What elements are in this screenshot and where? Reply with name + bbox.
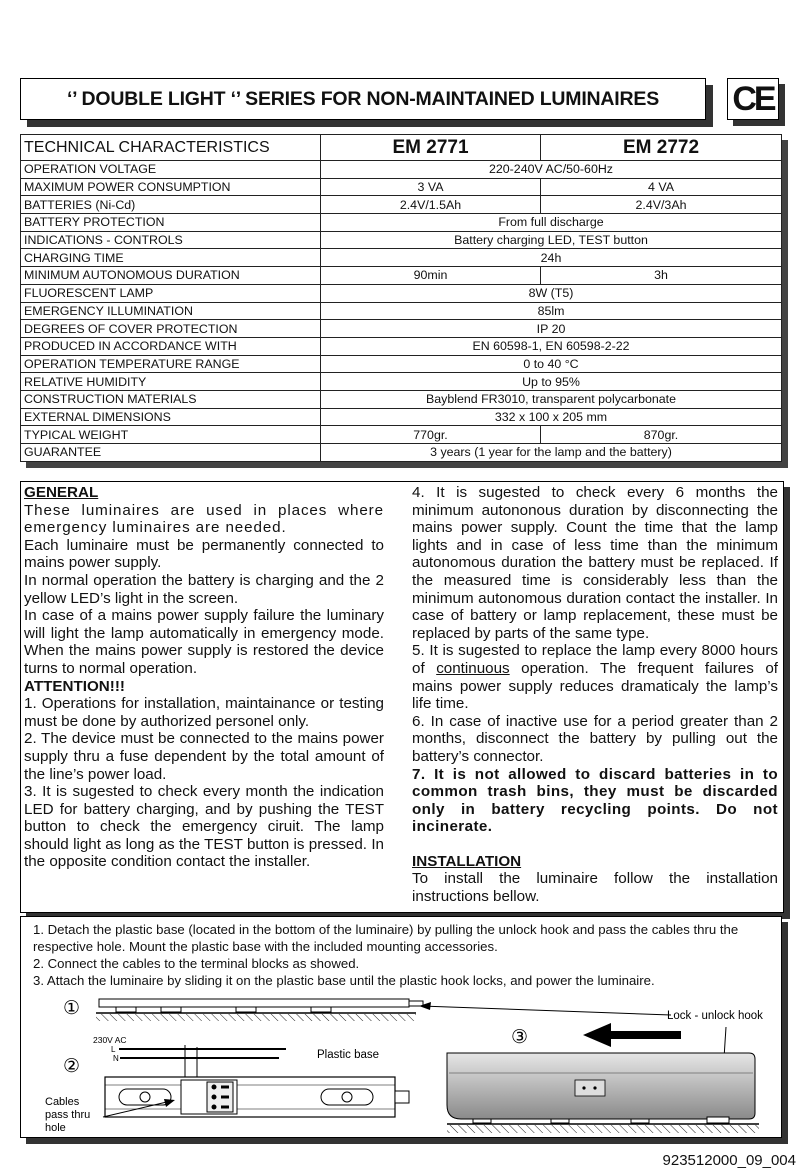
row-label: EMERGENCY ILLUMINATION [21, 302, 321, 320]
table-row [21, 320, 782, 338]
instruction-text: operation. The frequent failures of mains power supply reduces dramaticaly the lamp’s life time. [412, 659, 778, 713]
table-row [21, 426, 782, 444]
row-label: PRODUCED IN ACCORDANCE WITH [21, 337, 321, 355]
table-row [21, 161, 782, 179]
cables-label-line1: Cables [45, 1096, 80, 1108]
row-value-em2771: 3 VA [321, 178, 541, 196]
table-row [21, 390, 782, 408]
table-row [21, 196, 782, 214]
table-header-row [21, 135, 782, 161]
table-header-em2771: EM 2771 [321, 135, 541, 161]
instruction-item: 3. It is sugested to check every month the indication LED for battery charging, and by pushing the TEST button to check the emergency ciruit. The lamp should light as long as the TEST button is pressed. In the opposite condition contact the installer. [24, 783, 384, 871]
ce-mark-box [727, 78, 779, 120]
row-value: Bayblend FR3010, transparent polycarbonate [321, 390, 782, 408]
row-value: 332 x 100 x 205 mm [321, 408, 782, 426]
row-value: 85lm [321, 302, 782, 320]
row-label: TYPICAL WEIGHT [21, 426, 321, 444]
instruction-item-warning: 7. It is not allowed to discard batteries in to common trash bins, they must be discarded only in battery recycling points. Do not incinerate. [412, 765, 778, 836]
row-value-em2772: 870gr. [541, 426, 782, 444]
instruction-item: 4. It is sugested to check every 6 months the minimum autononous duration by disconnecting the mains power supply. Count the time that the lamp lights and in case of less time than the minimum autonomous duration the battery must be replaced. If the measured time is considerably less than the minimum autonomous duration contact the installer. In case of battery or lamp replacement, these must be replaced by parts of the same type. [412, 484, 778, 642]
row-label: BATTERIES (Ni-Cd) [21, 196, 321, 214]
row-value-em2771: 2.4V/1.5Ah [321, 196, 541, 214]
table-header-em2772: EM 2772 [541, 135, 782, 161]
installation-step: 3. Attach the luminaire by sliding it on the plastic base until the plastic hook locks, and power the luminaire. [33, 973, 655, 988]
right-column [412, 484, 778, 906]
document-title: ‘’ DOUBLE LIGHT ‘’ SERIES FOR NON-MAINTAINED LUMINAIRES [66, 87, 660, 110]
left-column [24, 484, 384, 871]
live-label: L [111, 1045, 116, 1054]
table-row [21, 373, 782, 391]
instruction-item [412, 642, 778, 712]
ce-mark: CE [732, 79, 774, 118]
row-label: OPERATION TEMPERATURE RANGE [21, 355, 321, 373]
row-value: 220-240V AC/50-60Hz [321, 161, 782, 179]
table-row [21, 302, 782, 320]
row-label: CHARGING TIME [21, 249, 321, 267]
neutral-label: N [113, 1054, 119, 1063]
plastic-base-plan [105, 1077, 409, 1117]
text-section [20, 481, 784, 913]
row-label: OPERATION VOLTAGE [21, 161, 321, 179]
row-value: 8W (T5) [321, 284, 782, 302]
base-profile-step1 [96, 999, 423, 1021]
table-row [21, 408, 782, 426]
installation-heading: INSTALLATION [412, 852, 522, 870]
attention-heading: ATTENTION!!! [24, 677, 125, 695]
general-paragraph: Each luminaire must be permanently connected to mains power supply. [24, 536, 384, 572]
table-row [21, 214, 782, 232]
row-value: 0 to 40 °C [321, 355, 782, 373]
row-value-em2772: 2.4V/3Ah [541, 196, 782, 214]
instruction-item: 6. In case of inactive use for a period greater than 2 months, disconnect the battery by pulling out the battery’s connector. [412, 712, 778, 765]
row-label: RELATIVE HUMIDITY [21, 373, 321, 391]
row-label: INDICATIONS - CONTROLS [21, 231, 321, 249]
row-label: FLUORESCENT LAMP [21, 284, 321, 302]
row-value: Battery charging LED, TEST button [321, 231, 782, 249]
table-row [21, 284, 782, 302]
row-value-em2772: 4 VA [541, 178, 782, 196]
installation-step: 1. Detach the plastic base (located in the bottom of the luminaire) by pulling the unlock hook and pass the cables thru the respective hole. Mount the plastic base with the included mounting accessories. [33, 922, 739, 954]
row-label: BATTERY PROTECTION [21, 214, 321, 232]
general-paragraph: In normal operation the battery is charging and the 2 yellow LED’s light in the screen. [24, 571, 384, 607]
row-label: DEGREES OF COVER PROTECTION [21, 320, 321, 338]
cables-label-line3: hole [45, 1122, 66, 1134]
plastic-base-label: Plastic base [317, 1049, 380, 1061]
row-label: EXTERNAL DIMENSIONS [21, 408, 321, 426]
step-3-number: ③ [511, 1026, 529, 1048]
cables-label-line2: pass thru [45, 1109, 91, 1121]
row-value-em2772: 3h [541, 267, 782, 285]
table-row [21, 337, 782, 355]
document-title-box [20, 78, 706, 120]
installation-intro: To install the luminaire follow the installation instructions bellow. [412, 870, 778, 906]
row-value: EN 60598-1, EN 60598-2-22 [321, 337, 782, 355]
lock-unlock-hook-label: Lock - unlock hook [667, 1010, 763, 1022]
document-code: 923512000_09_004 [662, 1152, 796, 1169]
continuous-word: continuous [436, 659, 510, 677]
table-row [21, 267, 782, 285]
table-row [21, 355, 782, 373]
row-value: Up to 95% [321, 373, 782, 391]
table-row [21, 231, 782, 249]
table-row [21, 444, 782, 462]
row-value: From full discharge [321, 214, 782, 232]
general-heading: GENERAL [24, 484, 99, 501]
slide-direction-arrow [583, 1023, 681, 1047]
instruction-item: 2. The device must be connected to the mains power supply thru a fuse dependent by the total amount of the line’s power load. [24, 730, 384, 783]
installation-step: 2. Connect the cables to the terminal blocks as showed. [33, 956, 360, 971]
instruction-item: 1. Operations for installation, maintainance or testing must be done by authorized personel only. [24, 695, 384, 730]
step-2-number: ② [63, 1055, 81, 1077]
row-value: IP 20 [321, 320, 782, 338]
row-label: MINIMUM AUTONOMOUS DURATION [21, 267, 321, 285]
general-paragraph: These luminaires are used in places where emergency luminaires are needed. [24, 501, 384, 537]
row-value-em2771: 90min [321, 267, 541, 285]
row-value: 24h [321, 249, 782, 267]
table-header-label: TECHNICAL CHARACTERISTICS [21, 135, 321, 161]
technical-characteristics-table [20, 134, 782, 462]
table-row [21, 249, 782, 267]
installation-diagram [21, 917, 782, 1138]
row-label: GUARANTEE [21, 444, 321, 462]
installation-steps-box [20, 916, 782, 1138]
table-row [21, 178, 782, 196]
row-label: CONSTRUCTION MATERIALS [21, 390, 321, 408]
step-1-number: ① [63, 997, 81, 1019]
row-label: MAXIMUM POWER CONSUMPTION [21, 178, 321, 196]
general-paragraph: In case of a mains power supply failure the luminary will light the lamp automatically in emergency mode. When the mains power supply is restored the device turns to normal operation. [24, 607, 384, 677]
row-value-em2771: 770gr. [321, 426, 541, 444]
luminaire-sliding [447, 1053, 759, 1133]
row-value: 3 years (1 year for the lamp and the battery) [321, 444, 782, 462]
voltage-label: 230V AC [93, 1035, 127, 1045]
instruction-text: 5. It is sugested to replace the lamp every 8000 hours of [412, 642, 778, 677]
